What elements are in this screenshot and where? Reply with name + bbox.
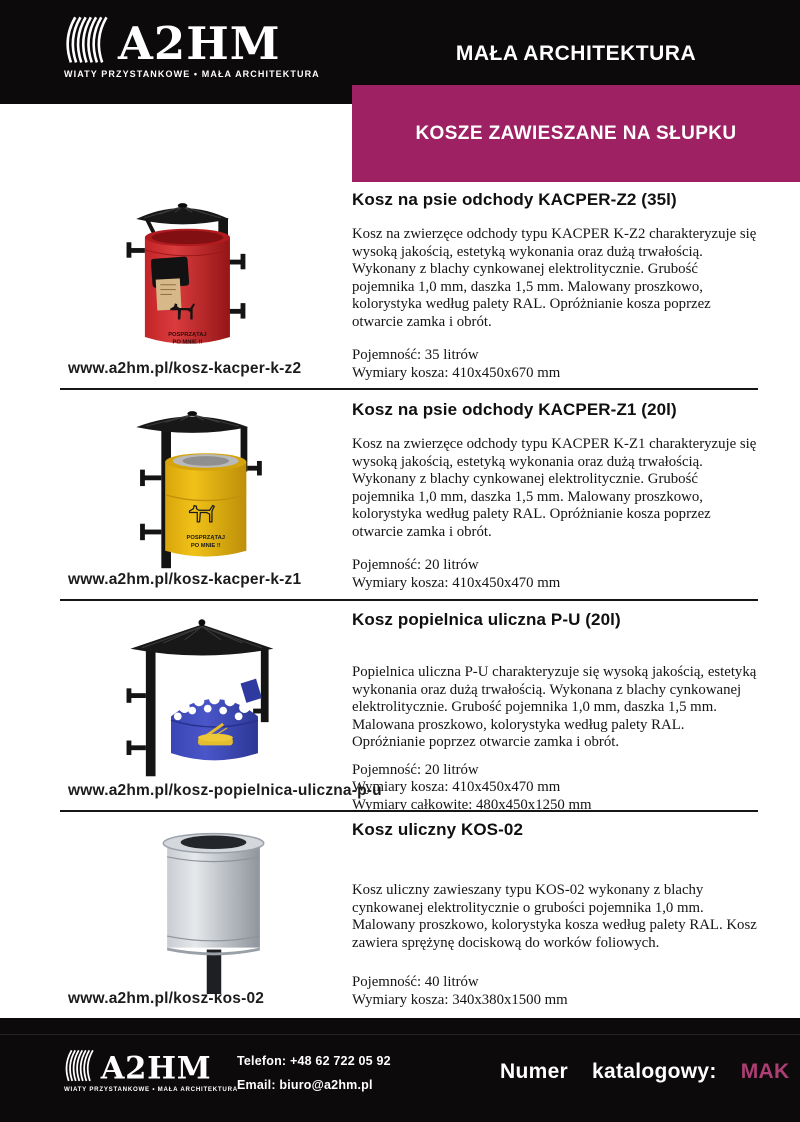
footer-bar (0, 1018, 800, 1122)
catalog-value: MAK (740, 1060, 790, 1083)
footer-brand-logo (64, 1048, 241, 1092)
footer-seam-line (0, 1034, 800, 1035)
spec-capacity: Pojemność: 20 litrów (352, 557, 479, 573)
product-photo-popielnica (112, 612, 344, 784)
canopy-roof (130, 619, 273, 655)
brand-logo (64, 14, 324, 79)
catalog-label-word2: katalogowy: (592, 1060, 717, 1083)
spec-dimensions: Wymiary kosza: 410x450x470 mm (352, 779, 561, 795)
product-url-link[interactable]: www.a2hm.pl/kosz-kos-02 (68, 990, 265, 1007)
footer-contact (237, 1054, 391, 1102)
product-photo-kos-02 (112, 822, 344, 994)
product-photo-kacper-z2 (112, 192, 344, 364)
product-description: Kosz na zwierzęce odchody typu KACPER K-Z2 charakteryzuje się wysoką jakością, estetyką wykonania oraz dużą trwałością. Wykonany z blachy cynkowanej elektrolitycznie. Grubość pojemnika 1,0 mm, daszka 1,5 mm. Malowany proszkowo, kolorystyka według palety RAL. Opróżnianie kosza poprzez otwarcie zamka i obrót. (352, 226, 757, 330)
section-divider (60, 810, 758, 812)
section-divider (60, 599, 758, 601)
product-description: Kosz uliczny zawieszany typu KOS-02 wykonany z blachy cynkowanej elektrolitycznie o grubości pojemnika 1,0 mm. Malowany proszkowo, kolorystyka kosza według palety RAL. Kosz zawiera sprężynę dociskową do worków foliowych. (352, 882, 757, 951)
product-title: Kosz na psie odchody KACPER-Z1 (20l) (352, 400, 677, 419)
product-title: Kosz na psie odchody KACPER-Z2 (35l) (352, 190, 677, 209)
product-specs (352, 974, 758, 1009)
logo-stripes-icon (64, 1048, 99, 1082)
product-specs (352, 347, 758, 382)
brand-name: A2HM (100, 1049, 212, 1086)
product-section-kacper-z2 (60, 190, 758, 390)
product-url-link[interactable]: www.a2hm.pl/kosz-kacper-k-z1 (68, 571, 302, 588)
product-title: Kosz popielnica uliczna P-U (20l) (352, 610, 621, 629)
product-description: Kosz na zwierzęce odchody typu KACPER K-Z1 charakteryzuje się wysoką jakością, estetyką wykonania oraz dużą trwałością. Wykonany z blachy cynkowanej elektrolitycznie. Grubość pojemnika 1,0 mm, daszka 1,5 mm. Malowany proszkowo, kolorystyka według palety RAL. Opróżnianie kosza poprzez otwarcie zamka i obrót. (352, 436, 757, 540)
category-banner (352, 85, 800, 182)
product-section-kacper-z1 (60, 400, 758, 601)
footer-email: Email: biuro@a2hm.pl (237, 1078, 373, 1092)
blue-ashtray-bin-illustration (112, 612, 344, 784)
product-specs (352, 762, 758, 815)
bin-sign-line1: POSPRZĄTAJ (186, 535, 226, 542)
brand-name: A2HM (118, 16, 281, 70)
catalog-label-word1: Numer (500, 1060, 569, 1083)
catalog-number (500, 1060, 789, 1084)
spec-dimensions: Wymiary kosza: 410x450x670 mm (352, 364, 561, 381)
spec-capacity: Pojemność: 20 litrów (352, 761, 479, 778)
bin-sign-line1: POSPRZĄTAJ (168, 331, 207, 338)
spec-dimensions: Wymiary kosza: 340x380x1500 mm (352, 991, 568, 1008)
bin-sign-line2: PO MNIE !! (172, 339, 203, 346)
product-url-link[interactable]: www.a2hm.pl/kosz-popielnica-uliczna-p-u (68, 782, 382, 799)
spec-capacity: Pojemność: 35 litrów (352, 347, 479, 363)
bin-body (163, 834, 263, 956)
brand-tagline: WIATY PRZYSTANKOWE • MAŁA ARCHITEKTURA (64, 1085, 238, 1093)
bin-sign-line2: PO MNIE !! (190, 542, 221, 549)
spec-capacity: Pojemność: 40 litrów (352, 974, 479, 990)
yellow-bin-illustration (112, 402, 344, 574)
product-url-link[interactable]: www.a2hm.pl/kosz-kacper-k-z2 (68, 360, 302, 377)
spec-dimensions: Wymiary kosza: 410x450x470 mm (352, 574, 561, 591)
bin-body (171, 679, 262, 761)
canopy-roof (136, 411, 248, 433)
product-specs (352, 557, 758, 592)
section-divider (60, 388, 758, 390)
page-title: MAŁA ARCHITEKTURA (455, 42, 697, 65)
product-description: Popielnica uliczna P-U charakteryzuje się wysoką jakością, estetyką wykonania oraz dużą trwałością. Wykonana z blachy cynkowanej elektrolitycznie. Grubość pojemnika 1,0 mm, daszka 1,5 mm. Malowana proszkowo, kolorystyka według palety RAL. Opróżnianie poprzez otwarcie zamka i obrót. (352, 664, 757, 750)
silver-bin-illustration (112, 822, 344, 994)
product-section-popielnica (60, 610, 758, 812)
footer-phone: Telefon: +48 62 722 05 92 (237, 1054, 391, 1068)
logo-stripes-icon (64, 14, 116, 64)
product-section-kos-02 (60, 820, 758, 1016)
mounting-post (207, 950, 221, 994)
category-banner-label: KOSZE ZAWIESZANE NA SŁUPKU (415, 122, 737, 144)
red-bin-illustration (112, 192, 344, 364)
product-photo-kacper-z1 (112, 402, 344, 574)
product-title: Kosz uliczny KOS-02 (352, 820, 523, 839)
brand-tagline: WIATY PRZYSTANKOWE • MAŁA ARCHITEKTURA (64, 69, 320, 79)
spec-total-dimensions: Wymiary całkowite: 480x450x1250 mm (352, 796, 592, 813)
